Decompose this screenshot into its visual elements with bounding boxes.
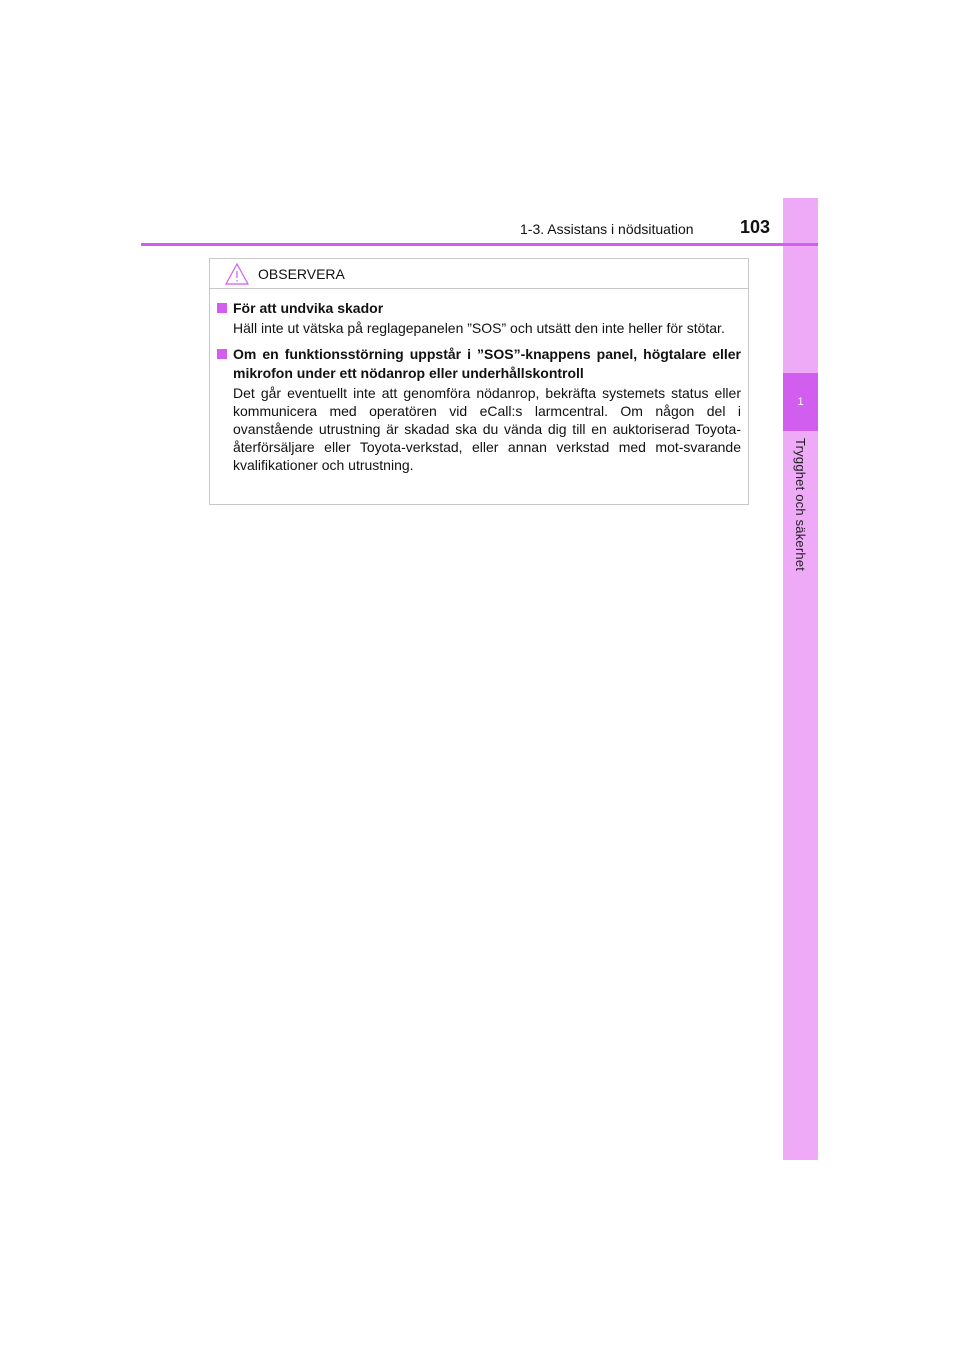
square-bullet-icon	[217, 303, 227, 313]
page-number: 103	[740, 217, 771, 237]
notice-item-title: För att undvika skador	[233, 300, 384, 316]
notice-item	[215, 299, 741, 337]
notice-header	[210, 259, 748, 289]
notice-item-text: Häll inte ut vätska på reglagepanelen ”SOS” och utsätt den inte heller för stötar.	[233, 320, 725, 336]
notice-heading: OBSERVERA	[258, 265, 345, 282]
section-title: 1-3. Assistans i nödsituation	[520, 221, 694, 237]
notice-item-title: Om en funktionsstörning uppstår i ”SOS”-knappens panel, högtalare eller mikrofon under ett nödanrop eller underhållskontroll	[233, 346, 741, 381]
header-divider	[141, 243, 818, 246]
chapter-side-tab	[783, 198, 818, 1160]
notice-box	[209, 258, 749, 505]
chapter-title-vertical	[783, 438, 818, 598]
square-bullet-icon	[217, 349, 227, 359]
chapter-number: 1	[783, 373, 818, 431]
notice-item	[215, 345, 741, 474]
notice-item-text: Det går eventuellt inte att genomföra nödanrop, bekräfta systemets status eller kommunicera med operatören vid eCall:s larmcentral. Om någon del i ovanstående utrustning är skadad ska du vända dig till en auktoriserad Toyota-återförsäljare eller Toyota-verkstad, eller annan verkstad med mot-svarande kvalifikationer och utrustning.	[233, 385, 741, 473]
warning-triangle-icon	[224, 262, 250, 286]
chapter-title: Trygghet och säkerhet	[793, 438, 808, 572]
notice-body	[210, 289, 748, 474]
